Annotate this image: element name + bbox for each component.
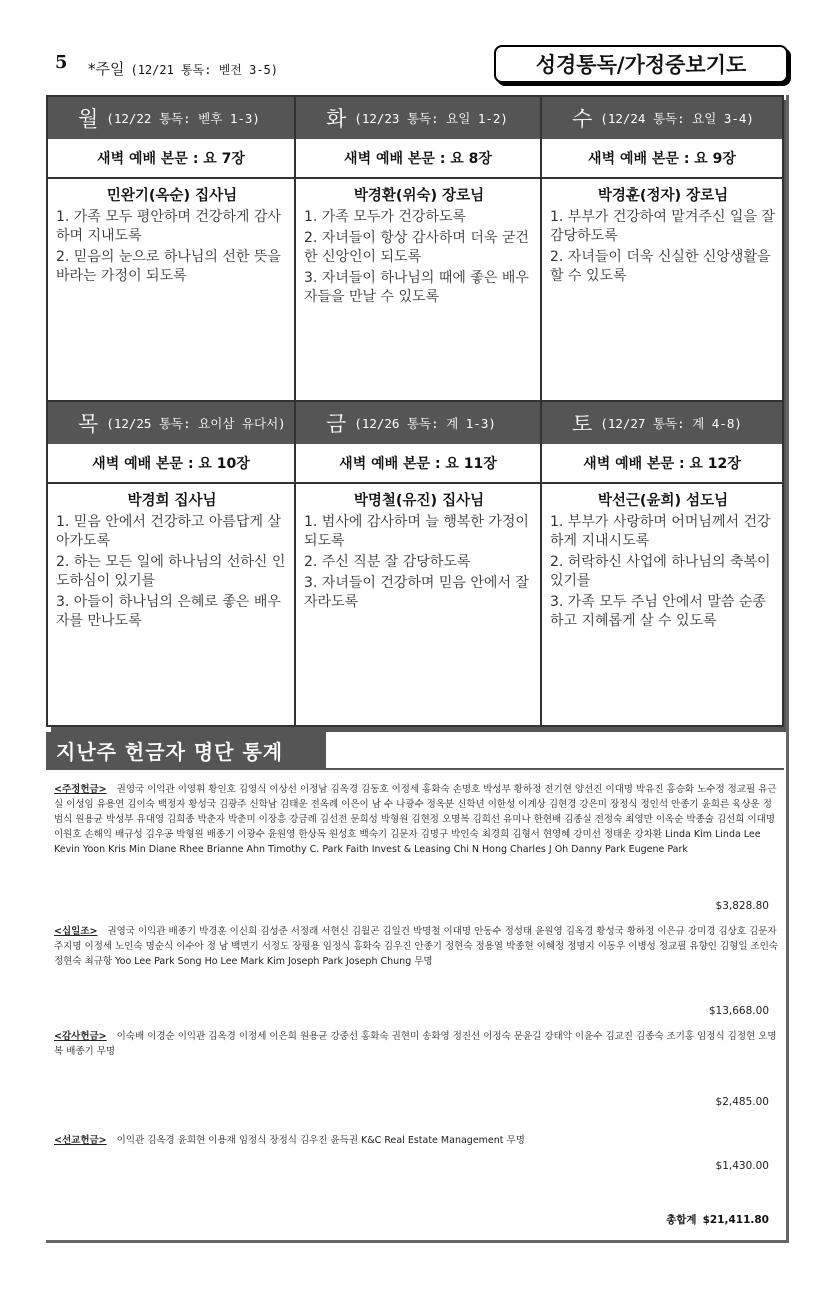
dawn-verse: 새벽 예배 본문 : 요 8장 — [296, 139, 540, 179]
page-title: 성경통독/가정중보기도 — [494, 45, 788, 83]
prayer-item: 1. 믿음 안에서 건강하고 아름답게 살아가도록 — [56, 514, 281, 549]
sunday-label: *주일 — [88, 60, 125, 78]
offering-amount: $3,828.80 — [715, 900, 769, 912]
dawn-verse: 새벽 예배 본문 : 요 11장 — [296, 444, 540, 484]
day-header — [48, 402, 294, 444]
offering-list-thanks — [54, 1029, 779, 1059]
offering-amount: $2,485.00 — [715, 1096, 769, 1108]
prayer-item: 1. 가족 모두 평안하며 건강하게 감사하며 지내도록 — [56, 209, 281, 244]
day-reading: (12/24 통독: 요일 3-4) — [600, 111, 754, 126]
day-header — [542, 402, 782, 444]
bottom-border — [46, 1240, 788, 1243]
day-name: 금 — [326, 412, 347, 436]
day-name: 월 — [78, 107, 99, 131]
grand-total-value: $21,411.80 — [702, 1214, 769, 1226]
day-reading: (12/25 통독: 요이삼 유다서) — [106, 416, 286, 431]
offering-list-mission — [54, 1133, 779, 1148]
dawn-verse: 새벽 예배 본문 : 요 7장 — [48, 139, 294, 179]
day-cell-tue — [296, 97, 542, 402]
grand-total-label: 총합계 — [666, 1214, 697, 1226]
offering-list-general — [54, 782, 779, 857]
day-reading: (12/22 통독: 벧후 1-3) — [106, 111, 260, 126]
day-cell-thu — [48, 402, 296, 725]
day-name: 화 — [326, 107, 347, 131]
day-header — [296, 402, 540, 444]
grand-total — [666, 1212, 769, 1227]
day-reading: (12/27 통독: 계 4-8) — [600, 416, 742, 431]
prayer-grid — [46, 95, 784, 727]
day-name: 수 — [572, 107, 593, 131]
prayer-item: 2. 허락하신 사업에 하나님의 축복이 있기를 — [550, 554, 771, 589]
prayer-item: 2. 자녀들이 항상 감사하며 더욱 굳건한 신앙인이 되도록 — [304, 230, 529, 265]
prayer-person: 박선근(윤희) 섬도님 — [597, 493, 729, 509]
prayer-item: 1. 부부가 건강하여 맡겨주신 일을 잘 감당하도록 — [550, 209, 775, 244]
offering-amount: $13,668.00 — [708, 1005, 769, 1017]
prayer-person: 박명철(유진) 집사님 — [353, 493, 485, 509]
prayer-item: 1. 가족 모두가 건강하도록 — [304, 209, 466, 225]
day-cell-fri — [296, 402, 542, 725]
offering-amount: $1,430.00 — [715, 1160, 769, 1172]
sunday-reading-line — [88, 58, 278, 79]
prayer-item: 3. 자녀들이 하나님의 때에 좋은 배우자들을 만날 수 있도록 — [304, 270, 529, 305]
day-name: 목 — [78, 412, 99, 436]
day-name: 토 — [572, 412, 593, 436]
offering-category: <주정헌금> — [54, 784, 107, 795]
day-header — [296, 97, 540, 139]
offering-names: 이숙배 이경순 이익관 김옥경 이정세 이은희 원용균 강중선 홍화숙 권현미 송화영 정진선 이정숙 문윤길 강태악 이윤수 김교진 김종숙 조기홍 임정식 김정현 오명복 배종기 무명 — [54, 1031, 777, 1057]
offering-category: <선교헌금> — [54, 1135, 107, 1146]
dawn-verse: 새벽 예배 본문 : 요 9장 — [542, 139, 782, 179]
prayer-item: 3. 아들이 하나님의 은혜로 좋은 배우자를 만나도록 — [56, 594, 281, 629]
sunday-reading: (12/21 통독: 벧전 3-5) — [130, 63, 278, 77]
offering-names: 권영국 이익관 배종기 박경훈 이신희 김성준 서정래 서현신 김월곤 김일건 박명철 이대명 안동수 정성태 윤원영 김옥경 황성국 황하정 이은규 강미경 김상호 김문자 주지명 이정세 노인숙 명순식 이수아 정 남 백면기 서정도 장평용 임정식 홍화숙 김우진 안종기 정현숙 정용열 박종현 이혜정 정명지 이동우 이병성 정교필 유향인 김형일 조인숙 정현숙 최규항 Yoo Lee Park Song Ho Lee Mark Kim Joseph Park Joseph Chung 무명 — [54, 926, 779, 967]
dawn-verse: 새벽 예배 본문 : 요 12장 — [542, 444, 782, 484]
offering-names: 권영국 이익관 이영휘 황인호 김영식 이상선 이정남 김옥경 김동호 이정세 홍화숙 손명호 박성부 황하정 전기현 양선진 이대명 박유진 홍승화 노수정 정교필 유근실 이성임 유용연 김이숙 백정자 황성국 김광주 신학남 김태운 전옥례 이은이 남 수 나광수 정옥분 신학년 이한성 이계상 김현경 강은미 장정식 정인석 안종기 윤희른 육상운 정범식 원용균 박성부 유대영 김희종 박춘자 박춘미 이장흥 강금례 김선전 문희성 박형원 김현정 오명복 김희선 유미나 한현배 김종실 전정숙 최영만 이옥순 박종술 김선희 이대명 이원호 손해익 배규성 김우공 박형원 배종기 이광수 윤원영 한상독 원성호 백숙기 김문자 김명구 박인숙 최경희 김형서 현영혜 강미선 정태운 강차환 Linda Kim Linda Lee Kevin Yoon Kris Min Diane Rhee Brianne Ahn Timothy C. Park Faith Invest & Leasing Chi N Hong Charles J Oh Danny Park Eugene Park — [54, 784, 777, 855]
dawn-verse: 새벽 예배 본문 : 요 10장 — [48, 444, 294, 484]
right-border — [786, 95, 789, 1243]
prayer-item: 3. 가족 모두 주님 안에서 말씀 순종하고 지혜롭게 살 수 있도록 — [550, 594, 766, 629]
prayer-item: 2. 믿음의 눈으로 하나님의 선한 뜻을 바라는 가정이 되도록 — [56, 249, 281, 284]
page-number: 5 — [55, 52, 68, 73]
prayer-item: 1. 범사에 감사하며 늘 행복한 가정이 되도록 — [304, 514, 529, 549]
prayer-item: 2. 자녀들이 더욱 신실한 신앙생활을 할 수 있도록 — [550, 249, 771, 284]
prayer-person: 박경환(위숙) 장로님 — [353, 188, 485, 204]
section-divider — [46, 768, 784, 770]
prayer-item: 2. 주신 직분 잘 감당하도록 — [304, 554, 471, 570]
prayer-person: 민완기(옥순) 집사님 — [106, 188, 238, 204]
prayer-item: 1. 부부가 사랑하며 어머님께서 건강하게 지내시도록 — [550, 514, 771, 549]
day-reading: (12/23 통독: 요일 1-2) — [354, 111, 508, 126]
offering-names: 이익관 김옥경 윤희현 이용재 임정식 장정식 김우진 윤득권 K&C Real Estate Management 무명 — [116, 1135, 525, 1146]
day-cell-wed — [542, 97, 782, 402]
offering-category: <감사헌금> — [54, 1031, 107, 1042]
offering-category: <십일조> — [54, 926, 98, 937]
day-header — [48, 97, 294, 139]
prayer-person: 박경훈(정자) 장로님 — [597, 188, 729, 204]
prayer-person: 박경희 집사님 — [127, 493, 217, 509]
day-cell-mon — [48, 97, 296, 402]
offering-stats-title: 지난주 헌금자 명단 통계 — [46, 732, 326, 768]
day-cell-sat — [542, 402, 782, 725]
prayer-item: 3. 자녀들이 건강하며 믿음 안에서 잘 자라도록 — [304, 575, 529, 610]
offering-list-tithe — [54, 924, 779, 969]
day-reading: (12/26 통독: 계 1-3) — [354, 416, 496, 431]
day-header — [542, 97, 782, 139]
prayer-item: 2. 하는 모든 일에 하나님의 선하신 인도하심이 있기를 — [56, 554, 286, 589]
